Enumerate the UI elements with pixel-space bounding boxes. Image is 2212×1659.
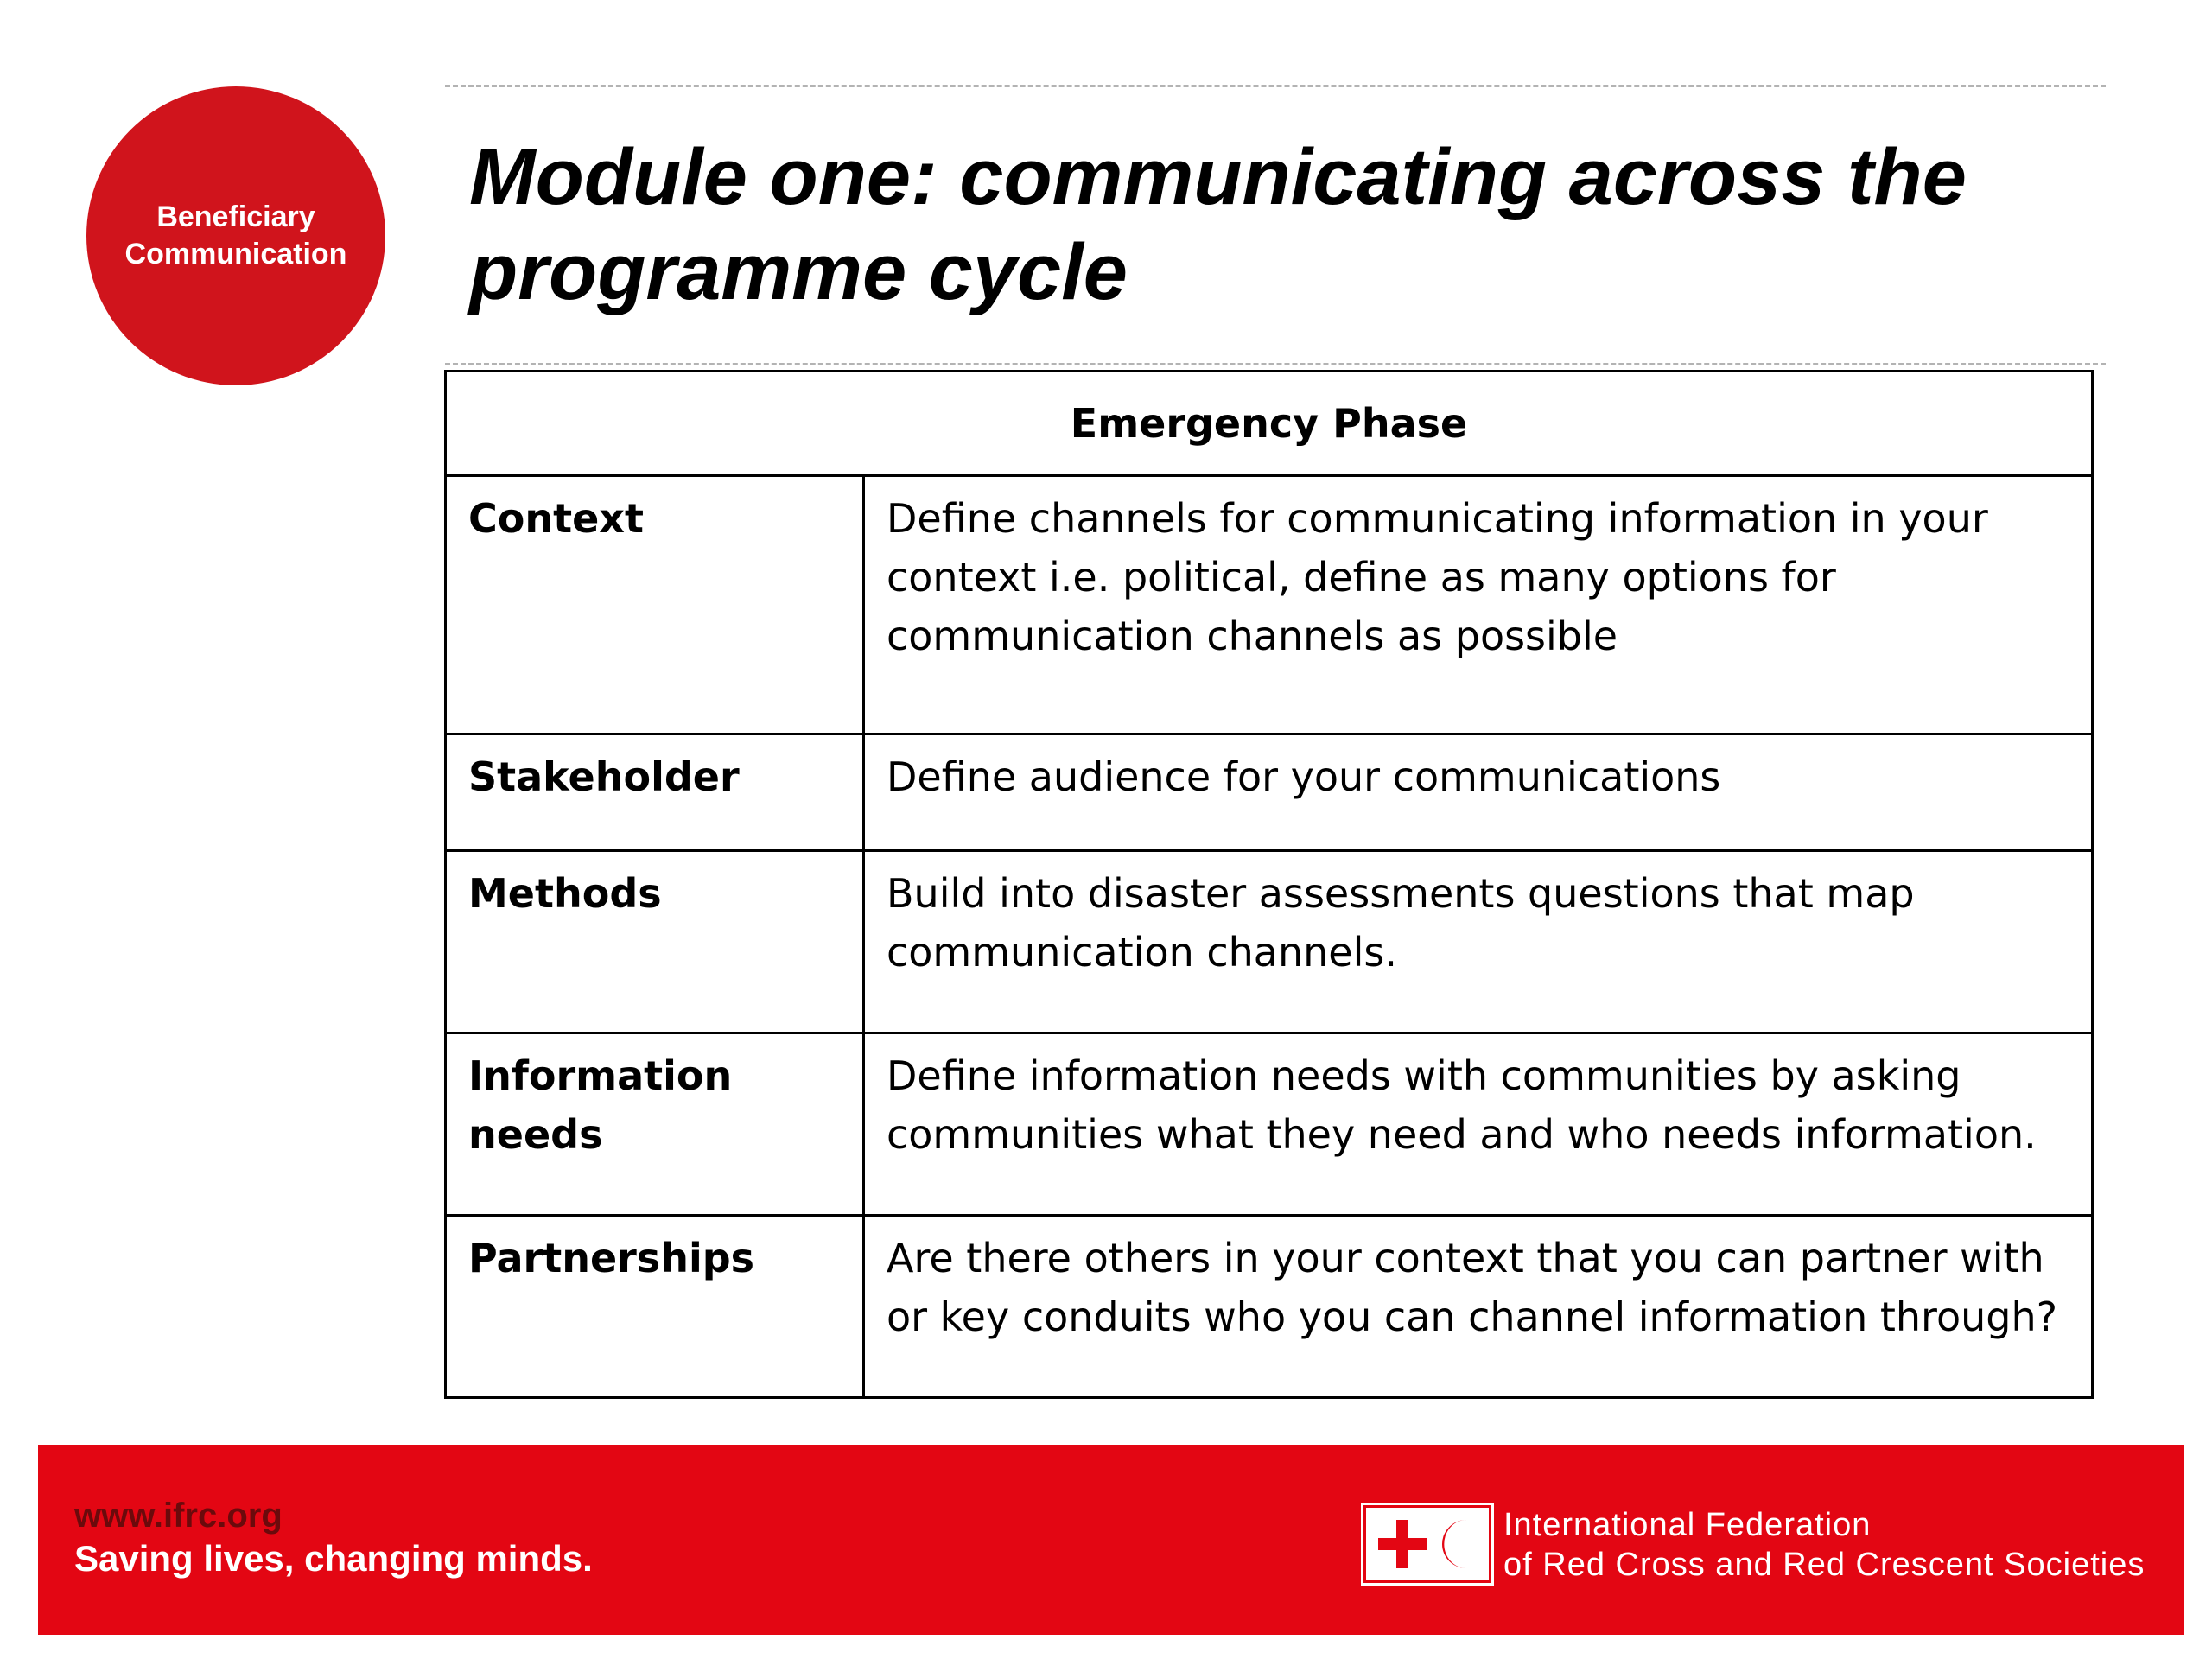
badge-line-2: Communication — [124, 238, 347, 270]
organization-name — [1503, 1505, 2145, 1585]
table-row — [446, 851, 2093, 1033]
row-text: Define audience for your communications — [864, 734, 2093, 851]
table-row — [446, 1033, 2093, 1216]
red-cross-crescent-emblem-icon — [1363, 1505, 1491, 1583]
org-line-2: of Red Cross and Red Crescent Societies — [1503, 1547, 2145, 1583]
title-divider — [445, 363, 2106, 365]
emergency-phase-table — [444, 370, 2094, 1399]
row-text: Are there others in your context that you can partner with or key conduits who you can channel information through? — [864, 1216, 2093, 1398]
row-label: Partnerships — [446, 1216, 864, 1398]
row-label: Stakeholder — [446, 734, 864, 851]
row-text: Build into disaster assessments questions that map communication channels. — [864, 851, 2093, 1033]
row-label: Methods — [446, 851, 864, 1033]
table-header: Emergency Phase — [446, 372, 2093, 476]
website-link[interactable]: www.ifrc.org — [74, 1497, 283, 1535]
badge-line-1: Beneficiary — [156, 200, 315, 233]
footer-banner — [38, 1445, 2184, 1635]
org-line-1: International Federation — [1503, 1507, 1872, 1543]
page-title: Module one: communicating across the programme cycle — [469, 133, 1967, 316]
table-row — [446, 1216, 2093, 1398]
table-row — [446, 476, 2093, 734]
row-label: Information needs — [446, 1033, 864, 1216]
top-divider — [445, 85, 2106, 87]
slogan: Saving lives, changing minds. — [74, 1538, 593, 1579]
beneficiary-communication-badge — [86, 86, 385, 385]
row-label: Context — [446, 476, 864, 734]
table-row — [446, 734, 2093, 851]
row-text: Define information needs with communities by asking communities what they need and who needs information. — [864, 1033, 2093, 1216]
row-text: Define channels for communicating information in your context i.e. political, define as many options for communication channels as possible — [864, 476, 2093, 734]
